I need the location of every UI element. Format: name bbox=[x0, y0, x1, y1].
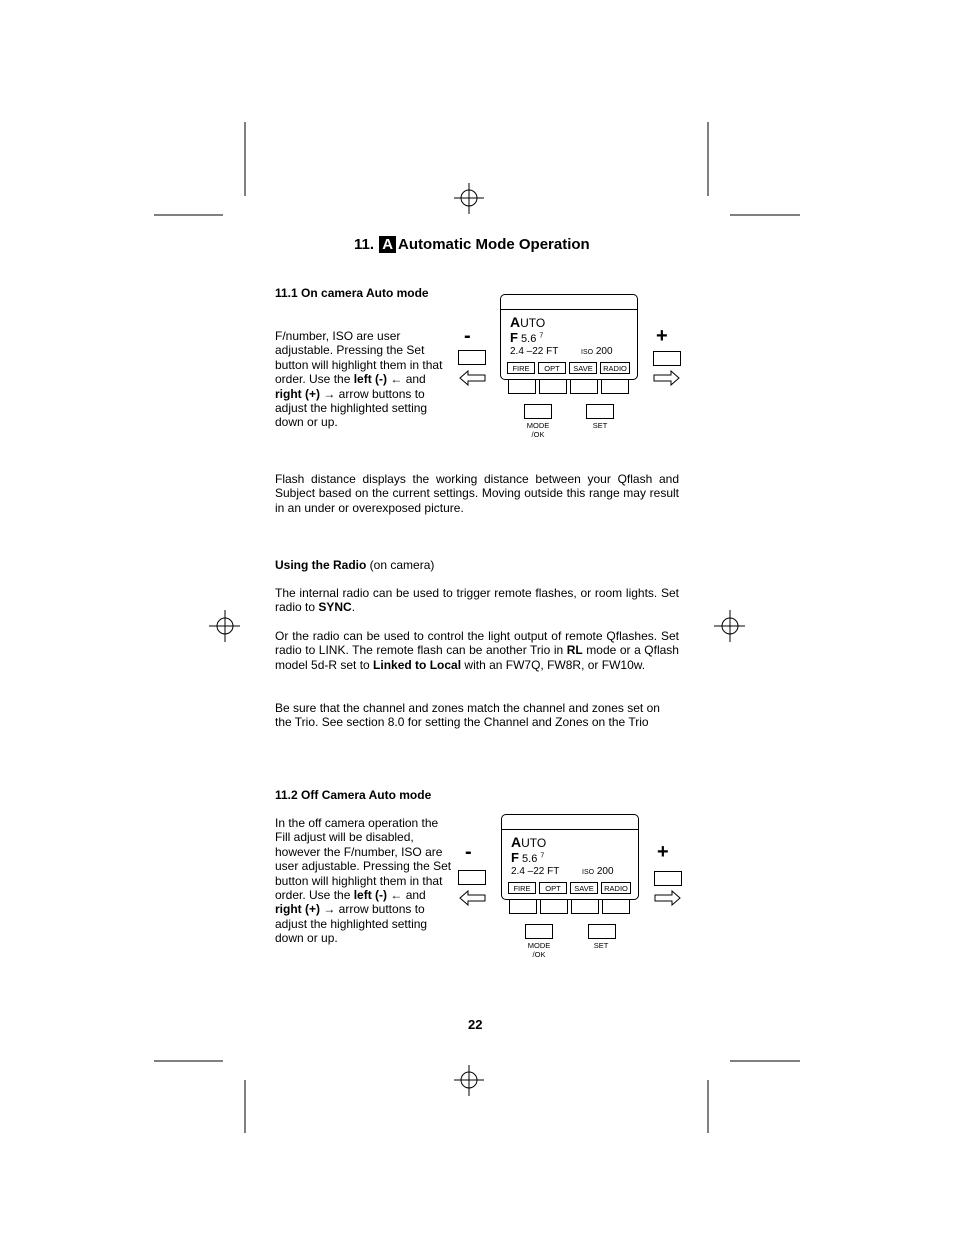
lcd-divider bbox=[502, 829, 638, 830]
lcd-display bbox=[501, 814, 639, 900]
softkey-label-opt: OPT bbox=[538, 362, 566, 374]
paragraph-channel-zones bbox=[275, 701, 679, 730]
emphasis-text: left (-) ← bbox=[353, 888, 403, 903]
mode-ok-label: MODE /OK bbox=[526, 421, 550, 439]
softkey-label-fire: FIRE bbox=[508, 882, 536, 894]
text-run: (on camera) bbox=[366, 558, 435, 572]
right-arrow-icon bbox=[653, 370, 680, 386]
text-run: with an FW7Q, FW8R, or FW10w. bbox=[461, 657, 646, 672]
plus-button[interactable] bbox=[653, 351, 681, 366]
lcd-f-number: F 5.6 $^7$ bbox=[510, 330, 544, 345]
softkey-label-radio: RADIO bbox=[601, 882, 631, 894]
lcd-divider bbox=[501, 309, 637, 310]
softkey-fire-button[interactable] bbox=[508, 379, 536, 394]
section-title: Automatic Mode Operation bbox=[398, 236, 590, 253]
text-run: arrow buttons to adjust the highlighted setting down or up. bbox=[275, 902, 428, 946]
set-label: SET bbox=[592, 421, 608, 430]
right-arrow-icon bbox=[654, 890, 681, 906]
paragraph-radio-sync bbox=[275, 586, 679, 615]
lcd-distance: 2.4 –22 FT bbox=[510, 346, 559, 357]
softkey-label-save: SAVE bbox=[569, 362, 597, 374]
minus-button[interactable] bbox=[458, 870, 486, 885]
set-button[interactable] bbox=[586, 404, 614, 419]
softkey-radio-button[interactable] bbox=[601, 379, 629, 394]
emphasis-text: RL bbox=[566, 643, 583, 658]
minus-button[interactable] bbox=[458, 350, 486, 365]
text-run: Or the radio can be used to control the light output of remote Qflashes. Set radio to LINK. The remote flash can be another Trio in bbox=[275, 629, 679, 658]
lcd-mode: AUTO bbox=[511, 834, 547, 850]
mode-ok-label: MODE /OK bbox=[527, 941, 551, 959]
section-number: 11. bbox=[354, 236, 375, 253]
softkey-opt-button[interactable] bbox=[540, 899, 568, 914]
lcd-f-number: F 5.6 $^7$ bbox=[511, 850, 545, 865]
emphasis-text: Linked to Local bbox=[373, 657, 462, 672]
page-number: 22 bbox=[468, 1017, 483, 1032]
left-arrow-icon bbox=[459, 890, 486, 906]
emphasis-text: left (-) ← bbox=[353, 372, 403, 387]
text-run: arrow buttons to adjust the highlighted setting down or up. bbox=[275, 386, 428, 430]
emphasis-text: right (+) → bbox=[275, 386, 336, 401]
paragraph-radio-link bbox=[275, 629, 679, 672]
set-button[interactable] bbox=[588, 924, 616, 939]
plus-sign: + bbox=[656, 325, 668, 347]
softkey-save-button[interactable] bbox=[570, 379, 598, 394]
paragraph-off-camera-adjust bbox=[275, 816, 455, 946]
softkey-label-radio: RADIO bbox=[600, 362, 630, 374]
emphasis-text: SYNC bbox=[318, 600, 352, 615]
lcd-iso: ISO 200 bbox=[581, 346, 613, 357]
emphasis-text: right (+) → bbox=[275, 902, 336, 917]
lcd-iso: ISO 200 bbox=[582, 866, 614, 877]
text-run: Flash distance displays the working distance between your Qflash and Subject based on the current settings. Moving outside this range may result in an under or overexposed picture. bbox=[275, 472, 679, 515]
mode-ok-button[interactable] bbox=[525, 924, 553, 939]
softkey-fire-button[interactable] bbox=[509, 899, 537, 914]
softkey-save-button[interactable] bbox=[571, 899, 599, 914]
softkey-opt-button[interactable] bbox=[539, 379, 567, 394]
softkey-label-opt: OPT bbox=[539, 882, 567, 894]
lcd-display bbox=[500, 294, 638, 380]
softkey-label-fire: FIRE bbox=[507, 362, 535, 374]
emphasis-text: Using the Radio bbox=[275, 558, 367, 572]
minus-sign: - bbox=[465, 841, 472, 863]
minus-sign: - bbox=[464, 325, 471, 347]
softkey-label-save: SAVE bbox=[570, 882, 598, 894]
subsection-heading-11-1: 11.1 On camera Auto mode bbox=[275, 286, 429, 300]
mode-badge: A bbox=[379, 236, 396, 253]
paragraph-flash-distance bbox=[275, 472, 679, 515]
text-run: Be sure that the channel and zones match the channel and zones set on the Trio. See section 8.0 for setting the Channel and Zones on the Trio bbox=[275, 701, 660, 730]
text-run: mode or a Qflash model 5d-R set to bbox=[275, 643, 679, 672]
text-run: . bbox=[351, 600, 356, 615]
text-run: In the off camera operation the Fill adjust will be disabled, however the F/number, ISO are user adjustable. Pressing the Set button will highlight them in that order. Use the bbox=[275, 816, 452, 903]
mode-ok-button[interactable] bbox=[524, 404, 552, 419]
lcd-distance: 2.4 –22 FT bbox=[511, 866, 560, 877]
text-run: F/number, ISO are user adjustable. Pressing the Set button will highlight them in that order. Use the bbox=[275, 329, 443, 387]
radio-heading bbox=[275, 558, 679, 572]
lcd-mode: AUTO bbox=[510, 314, 546, 330]
page-title bbox=[354, 236, 590, 253]
text-run: and bbox=[402, 372, 426, 387]
left-arrow-icon bbox=[459, 370, 486, 386]
plus-sign: + bbox=[657, 841, 669, 863]
text-run: and bbox=[402, 888, 426, 903]
set-label: SET bbox=[593, 941, 609, 950]
paragraph-on-camera-adjust bbox=[275, 329, 453, 430]
softkey-radio-button[interactable] bbox=[602, 899, 630, 914]
subsection-heading-11-2: 11.2 Off Camera Auto mode bbox=[275, 788, 432, 802]
plus-button[interactable] bbox=[654, 871, 682, 886]
text-run: The internal radio can be used to trigger remote flashes, or room lights. Set radio to bbox=[275, 586, 679, 615]
